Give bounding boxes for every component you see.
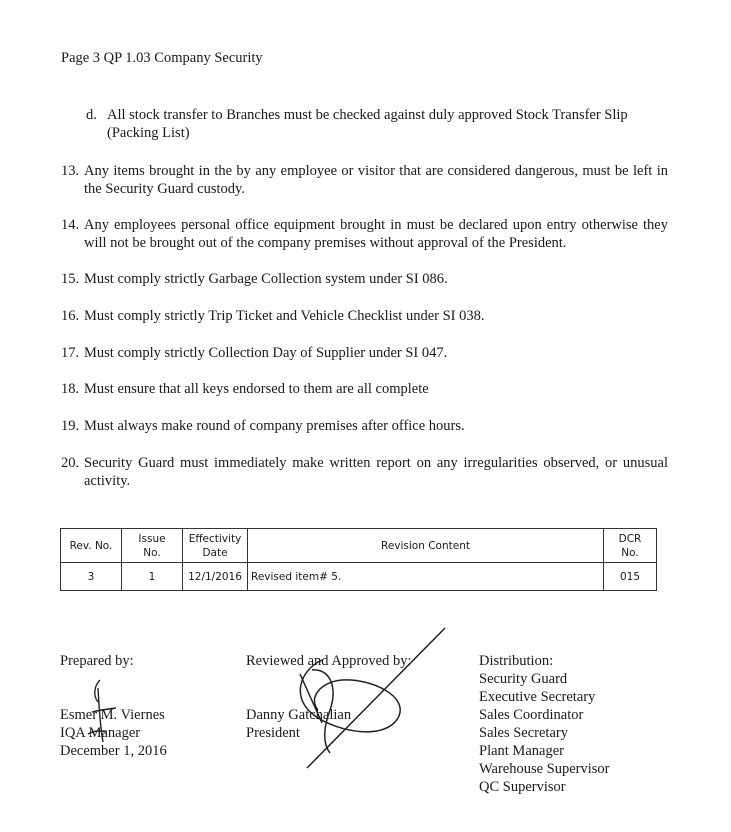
distribution-item: Plant Manager [479,743,564,759]
prepared-date: December 1, 2016 [60,743,167,759]
cell-rev-no: 3 [61,563,122,591]
distribution-item: Sales Coordinator [479,707,584,723]
item-number: 15. [61,271,80,287]
cell-revision-content: Revised item# 5. [248,563,604,591]
list-item-18 [61,380,668,398]
item-number: 19. [61,418,80,434]
distribution-item: Sales Secretary [479,725,568,741]
header-effectivity-date [183,529,248,563]
item-text: Security Guard must immediately make written report on any irregularities observed, or unusual activity. [84,455,668,489]
list-item-15 [61,270,668,288]
distribution-item: Executive Secretary [479,689,596,705]
list-item-20 [61,454,668,490]
distribution-block [479,652,610,796]
reviewed-by-label: Reviewed and Approved by: [246,653,412,669]
table-header-row [61,529,657,563]
item-text: Must comply strictly Collection Day of Supplier under SI 047. [84,345,448,361]
distribution-item: Security Guard [479,671,568,687]
header-issue-line2: No. [143,546,161,559]
table-row [61,563,657,591]
list-item-d [86,106,666,142]
item-number: 17. [61,345,80,361]
list-item-16 [61,307,668,325]
cell-issue-no: 1 [122,563,183,591]
header-revision-content: Revision Content [248,529,604,563]
cell-effectivity-date: 12/1/2016 [183,563,248,591]
item-number: 18. [61,381,80,397]
revision-table [60,528,657,591]
item-number: 20. [61,455,80,471]
list-item-13 [61,162,668,198]
list-item-17 [61,344,668,362]
header-dcr-no [604,529,657,563]
item-text: Must comply strictly Trip Ticket and Vehicle Checklist under SI 038. [84,308,485,324]
distribution-item: Warehouse Supervisor [479,761,610,777]
item-number: 13. [61,163,80,179]
page-header: Page 3 QP 1.03 Company Security [61,50,263,66]
list-item-14 [61,216,668,252]
reviewer-signature [260,618,480,778]
item-number: d. [86,107,97,123]
header-issue-line1: Issue [138,532,166,545]
prepared-by-label: Prepared by: [60,653,134,669]
preparer-name: Esmer M. Viernes [60,707,165,723]
distribution-item: QC Supervisor [479,779,566,795]
item-text: Any items brought in the by any employee or visitor that are considered dangerous, must be left in the Security Guard custody. [84,163,668,197]
reviewer-name: Danny Gatchalian [246,707,352,723]
preparer-signature [78,676,138,746]
list-item-19 [61,417,668,435]
item-text: All stock transfer to Branches must be checked against duly approved Stock Transfer Slip (Packing List) [107,107,628,141]
item-text: Must always make round of company premises after office hours. [84,418,465,434]
item-number: 16. [61,308,80,324]
item-text: Must ensure that all keys endorsed to them are all complete [84,381,429,397]
reviewer-title: President [246,725,300,741]
item-number: 14. [61,217,80,233]
preparer-title: IQA Manager [60,725,141,741]
header-rev-no: Rev. No. [61,529,122,563]
header-dcr-line2: No. [621,546,639,559]
header-effectivity-line2: Date [202,546,228,559]
item-text: Any employees personal office equipment brought in must be declared upon entry otherwise they will not be brought out of the company premises without approval of the President. [84,217,668,251]
header-dcr-line1: DCR [618,532,642,545]
header-effectivity-line1: Effectivity [188,532,242,545]
distribution-label: Distribution: [479,653,554,669]
header-issue-no [122,529,183,563]
cell-dcr-no: 015 [604,563,657,591]
item-text: Must comply strictly Garbage Collection system under SI 086. [84,271,448,287]
